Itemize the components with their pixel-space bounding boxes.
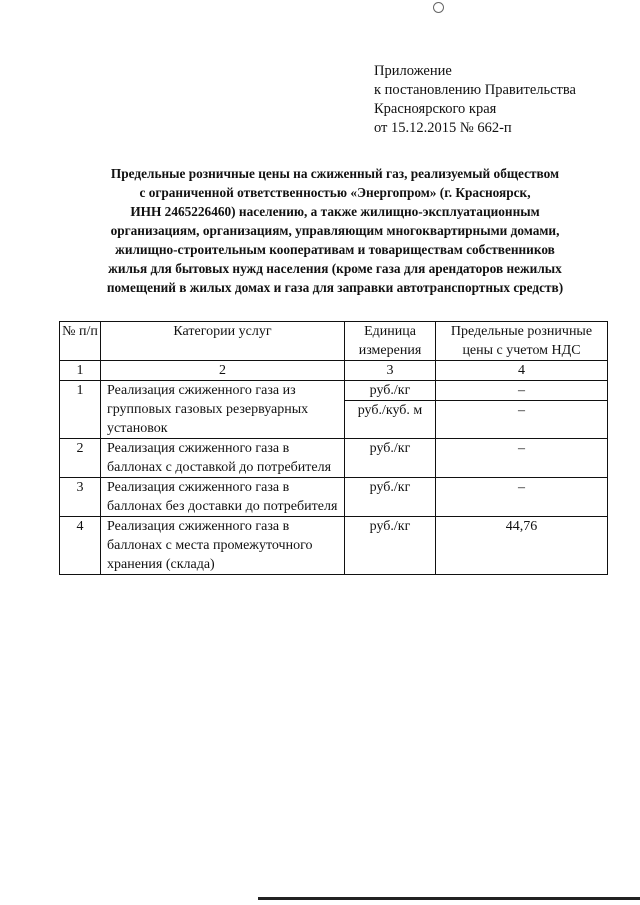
price-table [59, 321, 608, 575]
row-num: 1 [60, 381, 101, 439]
title-line: с ограниченной ответственностью «Энергопром» (г. Красноярск, [139, 185, 531, 200]
row-price: – [436, 439, 608, 478]
document-title [70, 164, 600, 297]
row-num: 2 [60, 439, 101, 478]
row-category: Реализация сжиженного газа в баллонах с доставкой до потребителя [101, 439, 345, 478]
row-num: 3 [60, 478, 101, 517]
column-number: 2 [101, 361, 345, 381]
row-unit: руб./кг [345, 517, 436, 575]
row-unit: руб./куб. м [345, 401, 436, 439]
table-row [60, 381, 608, 401]
title-line: жилья для бытовых нужд населения (кроме газа для арендаторов нежилых [108, 261, 562, 276]
row-price: 44,76 [436, 517, 608, 575]
row-category: Реализация сжиженного газа в баллонах без доставки до потребителя [101, 478, 345, 517]
table-header-row [60, 322, 608, 361]
table-row [60, 517, 608, 575]
header-num: № п/п [60, 322, 101, 361]
appendix-line: от 15.12.2015 № 662-п [374, 120, 512, 136]
row-unit: руб./кг [345, 439, 436, 478]
row-category: Реализация сжиженного газа в баллонах с места промежуточного хранения (склада) [101, 517, 345, 575]
column-number: 3 [345, 361, 436, 381]
title-line: ИНН 2465226460) населению, а также жилищно-эксплуатационным [130, 204, 540, 219]
title-line: жилищно-строительным кооперативам и товариществам собственников [115, 242, 555, 257]
title-line: Предельные розничные цены на сжиженный газ, реализуемый обществом [110, 166, 560, 181]
row-unit: руб./кг [345, 478, 436, 517]
row-price: – [436, 478, 608, 517]
appendix-line: Приложение [374, 63, 452, 79]
row-num: 4 [60, 517, 101, 575]
column-number: 1 [60, 361, 101, 381]
header-price: Предельные розничные цены с учетом НДС [436, 322, 608, 361]
header-category: Категории услуг [101, 322, 345, 361]
header-unit: Единица измерения [345, 322, 436, 361]
scan-mark [433, 2, 444, 13]
scan-edge-line [258, 897, 640, 900]
appendix-block [374, 62, 576, 138]
row-price: – [436, 401, 608, 439]
table-row [60, 439, 608, 478]
column-number-row [60, 361, 608, 381]
appendix-line: к постановлению Правительства [374, 82, 576, 98]
table-row [60, 478, 608, 517]
appendix-line: Красноярского края [374, 101, 497, 117]
row-category: Реализация сжиженного газа из групповых газовых резервуарных установок [101, 381, 345, 439]
row-price: – [436, 381, 608, 401]
title-line: организациям, организациям, управляющим многоквартирными домами, [110, 223, 560, 238]
row-unit: руб./кг [345, 381, 436, 401]
title-line: помещений в жилых домах и газа для заправки автотранспортных средств) [106, 280, 564, 295]
column-number: 4 [436, 361, 608, 381]
